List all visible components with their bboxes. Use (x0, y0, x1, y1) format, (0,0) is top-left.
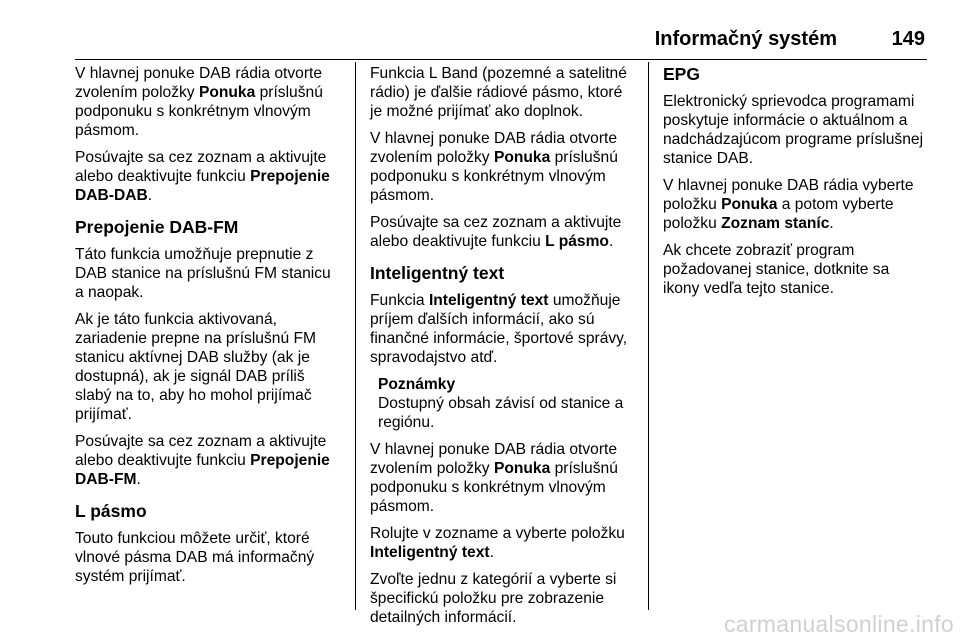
ui-term: Ponuka (493, 460, 551, 477)
ui-term: L pásmo (545, 233, 609, 250)
ui-term: Inteligentný text (370, 544, 490, 561)
ui-term: Prepojenie DAB-FM (75, 452, 330, 488)
page-header (75, 22, 927, 52)
paragraph: Ak je táto funkcia aktivovaná, zariadenie prepne na príslušnú FM stanicu aktívnej DAB služby (ak je dostupná), ak je signál DAB príliš slabý na to, aby ho mohol prijímač prijímať. (75, 311, 316, 423)
section-heading: L pásmo (75, 501, 147, 521)
ui-term: Prepojenie DAB-DAB (75, 168, 330, 204)
column-1 (75, 64, 337, 594)
watermark: carmanualsonline.info (723, 611, 954, 637)
paragraph: Zvoľte jednu z kategórií a vyberte si špecifickú položku pre zobrazenie detailných informácií. (370, 571, 617, 626)
paragraph: Ak chcete zobraziť program požadovanej stanice, dotknite sa ikony vedľa tejto stanice. (663, 242, 890, 297)
paragraph: V hlavnej ponuke DAB rádia otvorte zvolením položky Ponuka príslušnú podponuku s konkrétnym vlnovým pásmom. (370, 441, 618, 515)
paragraph: Touto funkciou môžete určiť, ktoré vlnové pásma DAB má informačný systém prijímať. (75, 530, 315, 585)
note-text: Dostupný obsah závisí od stanice a regiónu. (378, 395, 624, 431)
paragraph: Rolujte v zozname a vyberte položku Inteligentný text. (370, 525, 625, 561)
paragraph: V hlavnej ponuke DAB rádia otvorte zvolením položky Ponuka príslušnú podponuku s konkrétnym vlnovým pásmom. (75, 65, 323, 139)
paragraph: Posúvajte sa cez zoznam a aktivujte alebo deaktivujte funkciu Prepojenie DAB-FM. (75, 433, 330, 488)
ui-term: Ponuka (493, 149, 551, 166)
column-3 (663, 64, 925, 306)
note-title: Poznámky (378, 376, 456, 393)
paragraph: Posúvajte sa cez zoznam a aktivujte alebo deaktivujte funkciu Prepojenie DAB-DAB. (75, 149, 330, 204)
section-heading: Prepojenie DAB-FM (75, 217, 239, 237)
paragraph: Elektronický sprievodca programami poskytuje informácie o aktuálnom a nadchádzajúcom programe príslušnej stanice DAB. (663, 93, 924, 167)
page-number: 149 (891, 28, 925, 50)
column-divider-1 (355, 62, 356, 610)
column-2 (370, 64, 632, 635)
column-divider-2 (648, 62, 649, 610)
ui-term: Inteligentný text (428, 292, 549, 309)
note-box (378, 375, 632, 432)
ui-term: Ponuka (721, 196, 778, 213)
paragraph: Posúvajte sa cez zoznam a aktivujte alebo deaktivujte funkciu L pásmo. (370, 214, 622, 250)
section-heading: Inteligentný text (370, 263, 505, 283)
ui-term: Ponuka (198, 84, 256, 101)
paragraph: V hlavnej ponuke DAB rádia otvorte zvolením položky Ponuka príslušnú podponuku s konkrétnym vlnovým pásmom. (370, 130, 618, 204)
chapter-title: Informačný systém (654, 28, 837, 50)
section-heading: EPG (663, 64, 700, 84)
paragraph: Táto funkcia umožňuje prepnutie z DAB stanice na príslušnú FM stanicu a naopak. (75, 246, 331, 301)
paragraph: Funkcia L Band (pozemné a satelitné rádio) je ďalšie rádiové pásmo, ktoré je možné prijímať ako doplnok. (370, 65, 627, 120)
header-rule (75, 59, 927, 60)
ui-term: Zoznam staníc (721, 215, 830, 232)
paragraph: Funkcia Inteligentný text umožňuje príjem ďalších informácií, ako sú finančné informácie, športové správy, spravodajstvo atď. (370, 292, 628, 366)
paragraph: V hlavnej ponuke DAB rádia vyberte položku Ponuka a potom vyberte položku Zoznam staníc. (663, 177, 914, 232)
